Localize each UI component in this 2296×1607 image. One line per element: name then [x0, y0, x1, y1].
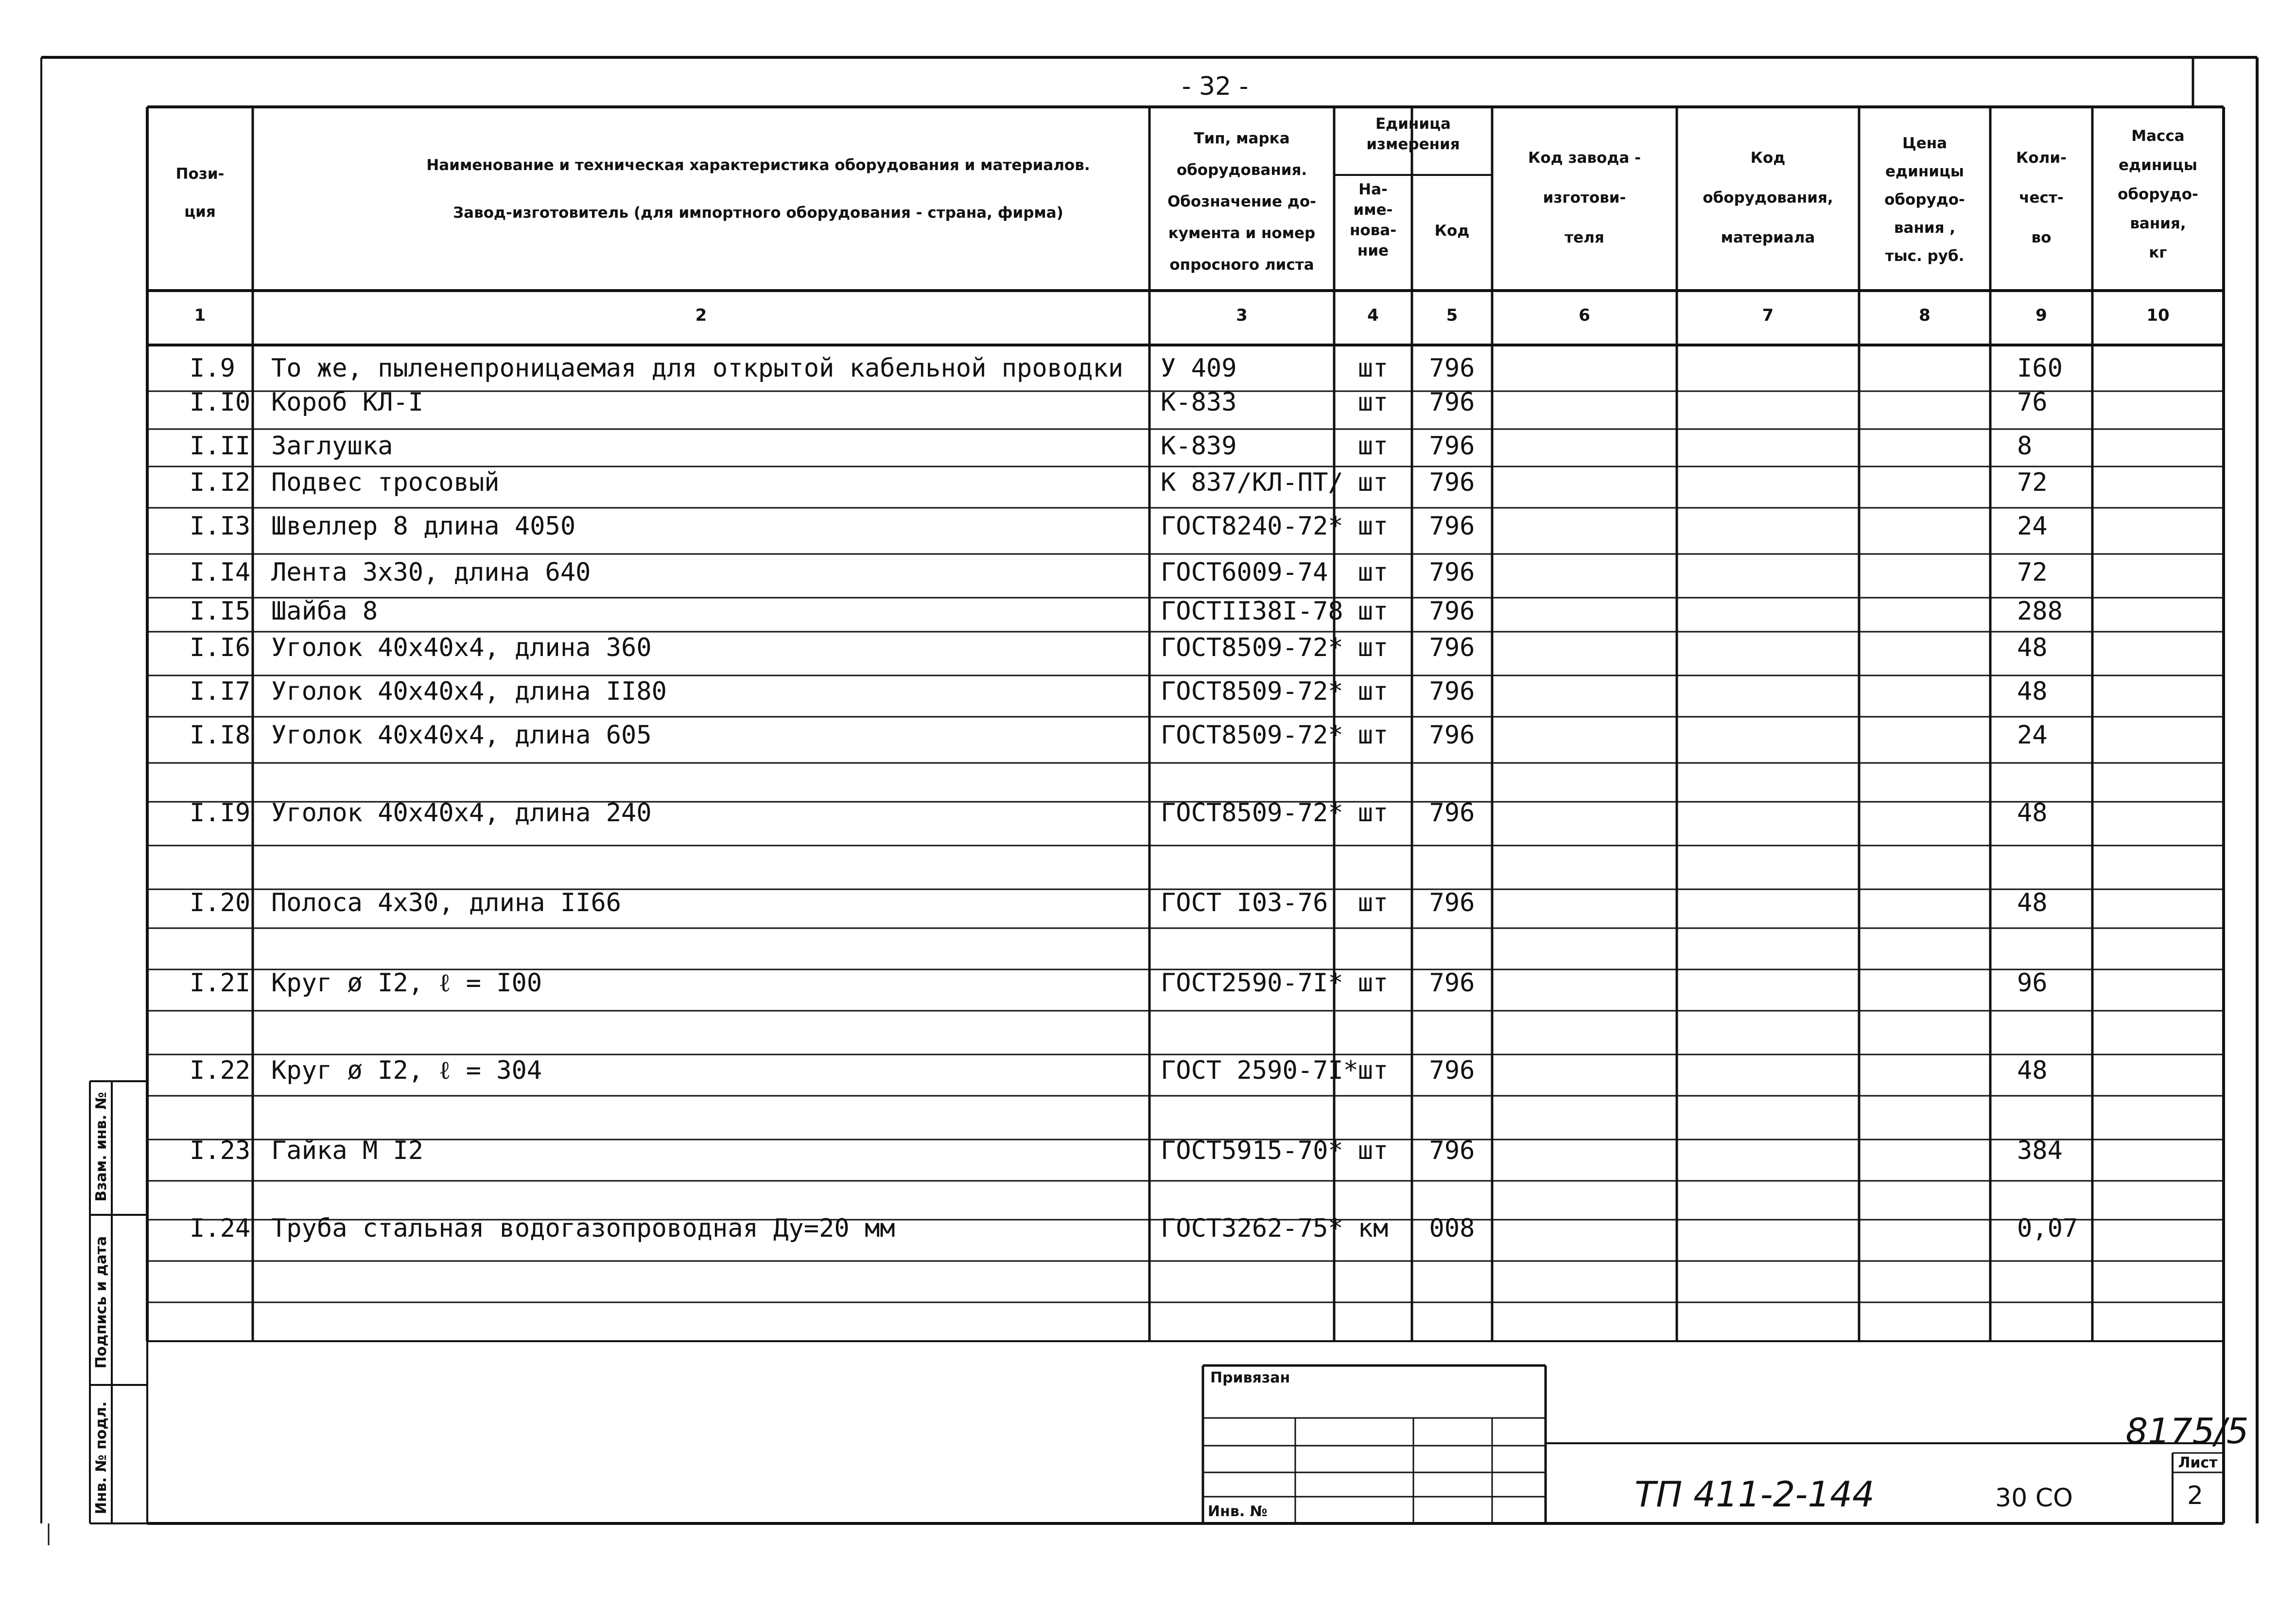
row-position: I.I4	[190, 558, 251, 587]
header-factory-code-line: изготови-	[1543, 189, 1626, 207]
row-type: К-833	[1161, 388, 1237, 417]
row-position: I.I6	[190, 633, 251, 662]
column-number-1: 1	[194, 306, 206, 325]
table-row	[190, 1214, 2078, 1243]
archive-number: 8175/5	[2125, 1411, 2249, 1451]
row-unit: шт	[1357, 798, 1389, 828]
column-number-2: 2	[695, 306, 707, 325]
table-row	[190, 798, 2048, 828]
row-quantity: 48	[2017, 677, 2048, 706]
header-position-line: Пози-	[175, 165, 225, 183]
row-type: ГОСТ 2590-7I*	[1161, 1056, 1358, 1085]
header-type-line: оборудования.	[1176, 161, 1307, 179]
row-position: I.9	[190, 354, 235, 383]
header-price-line: вания ,	[1894, 219, 1956, 237]
row-unit-code: 008	[1429, 1214, 1475, 1243]
table-row	[190, 1056, 2048, 1085]
row-unit: шт	[1357, 512, 1389, 541]
header-type-line: кумента и номер	[1168, 225, 1316, 242]
header-factory-code-line: Код завода -	[1528, 149, 1641, 167]
row-position: I.II	[190, 432, 251, 461]
row-name: Труба стальная водогазопроводная Ду=20 мм	[271, 1214, 895, 1243]
row-unit: км	[1357, 1214, 1389, 1243]
row-type: К 837/КЛ-ПТ/	[1161, 468, 1343, 497]
row-type: У 409	[1161, 354, 1237, 383]
header-mass-line: кг	[2149, 244, 2167, 261]
sheet-number: 2	[2187, 1481, 2204, 1510]
document-code: ТП 411-2-144	[1635, 1474, 1875, 1515]
table-row	[190, 468, 2048, 497]
row-unit: шт	[1357, 1056, 1389, 1085]
row-type: ГОСТ2590-7I*	[1161, 968, 1343, 998]
row-unit: шт	[1357, 388, 1389, 417]
header-price-line: тыс. руб.	[1885, 247, 1965, 265]
row-unit-code: 796	[1429, 633, 1475, 662]
row-position: I.24	[190, 1214, 251, 1243]
row-unit-code: 796	[1429, 721, 1475, 750]
row-quantity: 8	[2017, 432, 2033, 461]
row-name: Заглушка	[271, 432, 393, 461]
row-type: ГОСТ8509-72*	[1161, 677, 1343, 706]
row-position: I.I9	[190, 798, 251, 828]
table-row	[190, 354, 2063, 383]
header-equipment-code-line: Код	[1750, 149, 1786, 167]
page-number: - 32 -	[1182, 72, 1249, 101]
row-unit-code: 796	[1429, 888, 1475, 917]
column-number-3: 3	[1236, 306, 1248, 325]
side-stamp-label: Взам. инв. №	[93, 1092, 110, 1202]
row-unit: шт	[1357, 888, 1389, 917]
row-type: ГОСТ I03-76	[1161, 888, 1328, 917]
row-position: I.I7	[190, 677, 251, 706]
row-quantity: 72	[2017, 468, 2048, 497]
row-type: ГОСТ8509-72*	[1161, 721, 1343, 750]
row-type: ГОСТ6009-74	[1161, 558, 1328, 587]
row-quantity: 48	[2017, 888, 2048, 917]
header-price-line: Цена	[1902, 135, 1948, 152]
row-type: ГОСТ5915-70*	[1161, 1136, 1343, 1165]
row-unit: шт	[1357, 468, 1389, 497]
row-quantity: 48	[2017, 798, 2048, 828]
row-quantity: 48	[2017, 633, 2048, 662]
column-number-8: 8	[1919, 306, 1931, 325]
header-unit-group-line: измерения	[1366, 136, 1460, 153]
row-unit-code: 796	[1429, 677, 1475, 706]
column-number-6: 6	[1579, 306, 1590, 325]
header-type-line: Обозначение до-	[1167, 193, 1317, 210]
row-name: Уголок 40х40х4, длина II80	[271, 677, 667, 706]
row-unit: шт	[1357, 432, 1389, 461]
header-unit-name-line: На-	[1358, 181, 1388, 198]
table-row	[190, 721, 2048, 750]
row-position: I.22	[190, 1056, 251, 1085]
header-unit-name-line: нова-	[1349, 222, 1397, 239]
table-row	[190, 388, 2048, 417]
row-quantity: 24	[2017, 512, 2048, 541]
header-quantity-line: чест-	[2019, 189, 2064, 207]
header-mass-line: оборудо-	[2118, 186, 2198, 203]
row-position: I.I8	[190, 721, 251, 750]
row-unit-code: 796	[1429, 798, 1475, 828]
row-quantity: 0,07	[2017, 1214, 2078, 1243]
column-number-5: 5	[1446, 306, 1458, 325]
row-unit: шт	[1357, 721, 1389, 750]
row-type: ГОСТ8240-72*	[1161, 512, 1343, 541]
row-quantity: 288	[2017, 597, 2063, 626]
table-row	[190, 633, 2048, 662]
inventory-label: Инв. №	[1208, 1503, 1268, 1520]
row-name: Гайка М I2	[271, 1136, 424, 1165]
column-number-10: 10	[2146, 306, 2170, 325]
header-position-line: ция	[184, 203, 216, 221]
row-unit-code: 796	[1429, 354, 1475, 383]
row-unit-code: 796	[1429, 1056, 1475, 1085]
row-type: ГОСТ3262-75*	[1161, 1214, 1343, 1243]
row-name: Круг ø I2, ℓ = 304	[271, 1056, 542, 1085]
row-position: I.23	[190, 1136, 251, 1165]
row-quantity: I60	[2017, 354, 2063, 383]
table-row	[190, 597, 2063, 626]
row-name: Уголок 40х40х4, длина 360	[271, 633, 652, 662]
row-unit-code: 796	[1429, 558, 1475, 587]
row-unit: шт	[1357, 597, 1389, 626]
table-row	[190, 432, 2032, 461]
row-name: То же, пыленепроницаемая для открытой кабельной проводки	[271, 354, 1124, 383]
row-name: Шайба 8	[271, 597, 378, 626]
table-row	[190, 888, 2048, 917]
row-unit-code: 796	[1429, 597, 1475, 626]
header-type-line: Тип, марка	[1194, 130, 1290, 147]
row-position: I.I2	[190, 468, 251, 497]
header-unit-group-line: Единица	[1375, 115, 1451, 133]
row-unit-code: 796	[1429, 512, 1475, 541]
row-unit: шт	[1357, 677, 1389, 706]
row-type: ГОСТ8509-72*	[1161, 633, 1343, 662]
row-unit: шт	[1357, 354, 1389, 383]
row-position: I.I5	[190, 597, 251, 626]
table-row	[190, 677, 2048, 706]
row-unit-code: 796	[1429, 388, 1475, 417]
row-unit-code: 796	[1429, 968, 1475, 998]
row-unit: шт	[1357, 1136, 1389, 1165]
header-name: Наименование и техническая характеристика оборудования и материалов.	[426, 156, 1090, 174]
side-stamp-label: Подпись и дата	[93, 1236, 110, 1369]
row-quantity: 384	[2017, 1136, 2063, 1165]
header-mass-line: единицы	[2119, 156, 2197, 174]
row-unit-code: 796	[1429, 1136, 1475, 1165]
column-number-7: 7	[1762, 306, 1774, 325]
binding-label: Привязан	[1210, 1369, 1290, 1386]
sheet-label: Лист	[2178, 1454, 2218, 1471]
row-name: Полоса 4х30, длина II66	[271, 888, 622, 917]
row-unit: шт	[1357, 558, 1389, 587]
table-row	[190, 1136, 2063, 1165]
row-position: I.I3	[190, 512, 251, 541]
header-unit-name-line: име-	[1353, 201, 1393, 219]
row-name: Уголок 40х40х4, длина 605	[271, 721, 652, 750]
row-quantity: 76	[2017, 388, 2048, 417]
header-unit-name-line: ние	[1357, 242, 1389, 259]
row-position: I.20	[190, 888, 251, 917]
row-name: Круг ø I2, ℓ = I00	[271, 968, 542, 998]
row-quantity: 48	[2017, 1056, 2048, 1085]
row-unit: шт	[1357, 968, 1389, 998]
row-unit-code: 796	[1429, 432, 1475, 461]
row-type: ГОСТII38I-78	[1161, 597, 1343, 626]
header-price-line: единицы	[1885, 163, 1964, 180]
header-mass-line: вания,	[2130, 215, 2186, 232]
column-number-4: 4	[1367, 306, 1379, 325]
header-equipment-code-line: материала	[1721, 229, 1815, 246]
header-type-line: опросного листа	[1169, 256, 1314, 274]
side-stamp-label: Инв. № подл.	[93, 1401, 110, 1515]
row-name: Уголок 40х40х4, длина 240	[271, 798, 652, 828]
row-quantity: 96	[2017, 968, 2048, 998]
header-equipment-code-line: оборудования,	[1703, 189, 1833, 207]
column-number-9: 9	[2035, 306, 2047, 325]
row-name: Швеллер 8 длина 4050	[271, 512, 576, 541]
row-position: I.2I	[190, 968, 251, 998]
row-unit-code: 796	[1429, 468, 1475, 497]
row-position: I.I0	[190, 388, 251, 417]
row-type: ГОСТ8509-72*	[1161, 798, 1343, 828]
header-unit-code-line: Код	[1434, 222, 1470, 240]
row-name: Лента 3х30, длина 640	[271, 558, 591, 587]
header-quantity-line: во	[2031, 229, 2052, 246]
row-quantity: 72	[2017, 558, 2048, 587]
document-section: 30 СО	[1995, 1484, 2073, 1513]
row-name: Подвес тросовый	[271, 468, 500, 497]
table-row	[190, 968, 2048, 998]
header-mass-line: Масса	[2131, 127, 2185, 145]
header-quantity-line: Коли-	[2016, 149, 2067, 167]
row-quantity: 24	[2017, 721, 2048, 750]
header-factory-code-line: теля	[1565, 229, 1604, 246]
header-price-line: оборудо-	[1884, 191, 1965, 208]
table-row	[190, 512, 2048, 541]
table-row	[190, 558, 2048, 587]
header-manufacturer: Завод-изготовитель (для импортного оборудования - страна, фирма)	[453, 204, 1063, 222]
row-name: Короб КЛ-I	[271, 388, 424, 417]
row-type: К-839	[1161, 432, 1237, 461]
row-unit: шт	[1357, 633, 1389, 662]
